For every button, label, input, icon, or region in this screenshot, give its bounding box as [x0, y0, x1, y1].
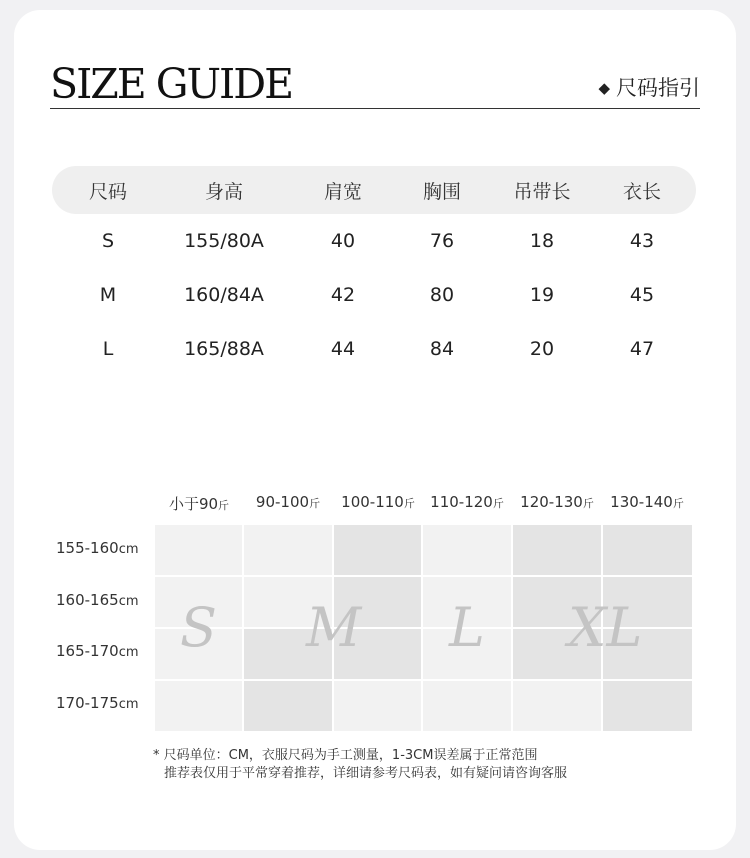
- weight-column-label: 小于90斤: [168, 495, 230, 513]
- table-cell: 155/80A: [184, 230, 264, 252]
- fit-cell: [244, 681, 332, 731]
- weight-column-label: 110-120斤: [430, 493, 504, 511]
- weight-column-label: 130-140斤: [610, 493, 684, 511]
- size-table-header: [52, 166, 696, 214]
- size-label-m: M: [306, 596, 362, 659]
- table-cell: 19: [529, 284, 555, 306]
- table-cell: L: [102, 338, 114, 360]
- header-cell: 尺码: [88, 180, 127, 203]
- table-cell: 44: [330, 338, 356, 360]
- table-cell: 18: [529, 230, 555, 252]
- header-cell: 衣长: [622, 180, 661, 203]
- fit-cell: [155, 681, 242, 731]
- table-cell: 76: [429, 230, 455, 252]
- height-row-label: 160-165cm: [56, 591, 139, 609]
- header-cell: 肩宽: [323, 180, 362, 203]
- height-row-label: 155-160cm: [56, 539, 139, 557]
- table-cell: 84: [429, 338, 455, 360]
- height-row-label: 165-170cm: [56, 642, 139, 660]
- table-cell: 43: [629, 230, 655, 252]
- table-row: [52, 268, 696, 322]
- header-cell: 吊带长: [513, 180, 571, 203]
- table-cell: 47: [629, 338, 655, 360]
- fit-cell: [513, 681, 601, 731]
- table-cell: 165/88A: [184, 338, 264, 360]
- weight-column-label: 100-110斤: [341, 493, 415, 511]
- table-cell: S: [101, 230, 115, 252]
- table-row: [52, 214, 696, 268]
- header-cell: 身高: [204, 180, 243, 203]
- weight-column-label: 120-130斤: [520, 493, 594, 511]
- note-line: * 尺码单位：CM，衣服尺码为手工测量，1-3CM误差属于正常范围: [153, 748, 538, 763]
- header-cell: 胸围: [422, 180, 461, 203]
- table-cell: 40: [330, 230, 356, 252]
- fit-cell: [423, 525, 511, 575]
- weight-column-label: 90-100斤: [255, 493, 321, 511]
- fit-cell: [334, 681, 421, 731]
- fit-cell: [513, 525, 601, 575]
- height-row-label: 170-175cm: [56, 694, 139, 712]
- table-row: [52, 322, 696, 376]
- table-cell: M: [99, 284, 117, 306]
- table-cell: 42: [330, 284, 356, 306]
- fit-cell: [423, 681, 511, 731]
- subtitle-text: 尺码指引: [616, 76, 700, 100]
- note-line: 推荐表仅用于平常穿着推荐，详细请参考尺码表，如有疑问请咨询客服: [164, 766, 568, 781]
- table-cell: 45: [629, 284, 655, 306]
- size-label-l: L: [449, 596, 485, 659]
- fit-cell: [244, 525, 332, 575]
- title-divider: [50, 108, 700, 109]
- diamond-icon: ◆: [598, 79, 610, 97]
- fit-cell: [603, 681, 692, 731]
- size-table: [52, 166, 696, 376]
- size-label-xl: XL: [568, 596, 643, 659]
- page-title: SIZE GUIDE: [50, 60, 293, 108]
- table-cell: 160/84A: [184, 284, 264, 306]
- page-subtitle: [598, 74, 700, 102]
- fit-cell: [603, 525, 692, 575]
- fit-cell: [155, 525, 242, 575]
- fit-cell: [334, 525, 421, 575]
- table-cell: 20: [529, 338, 555, 360]
- table-cell: 80: [429, 284, 455, 306]
- size-label-s: S: [180, 596, 217, 659]
